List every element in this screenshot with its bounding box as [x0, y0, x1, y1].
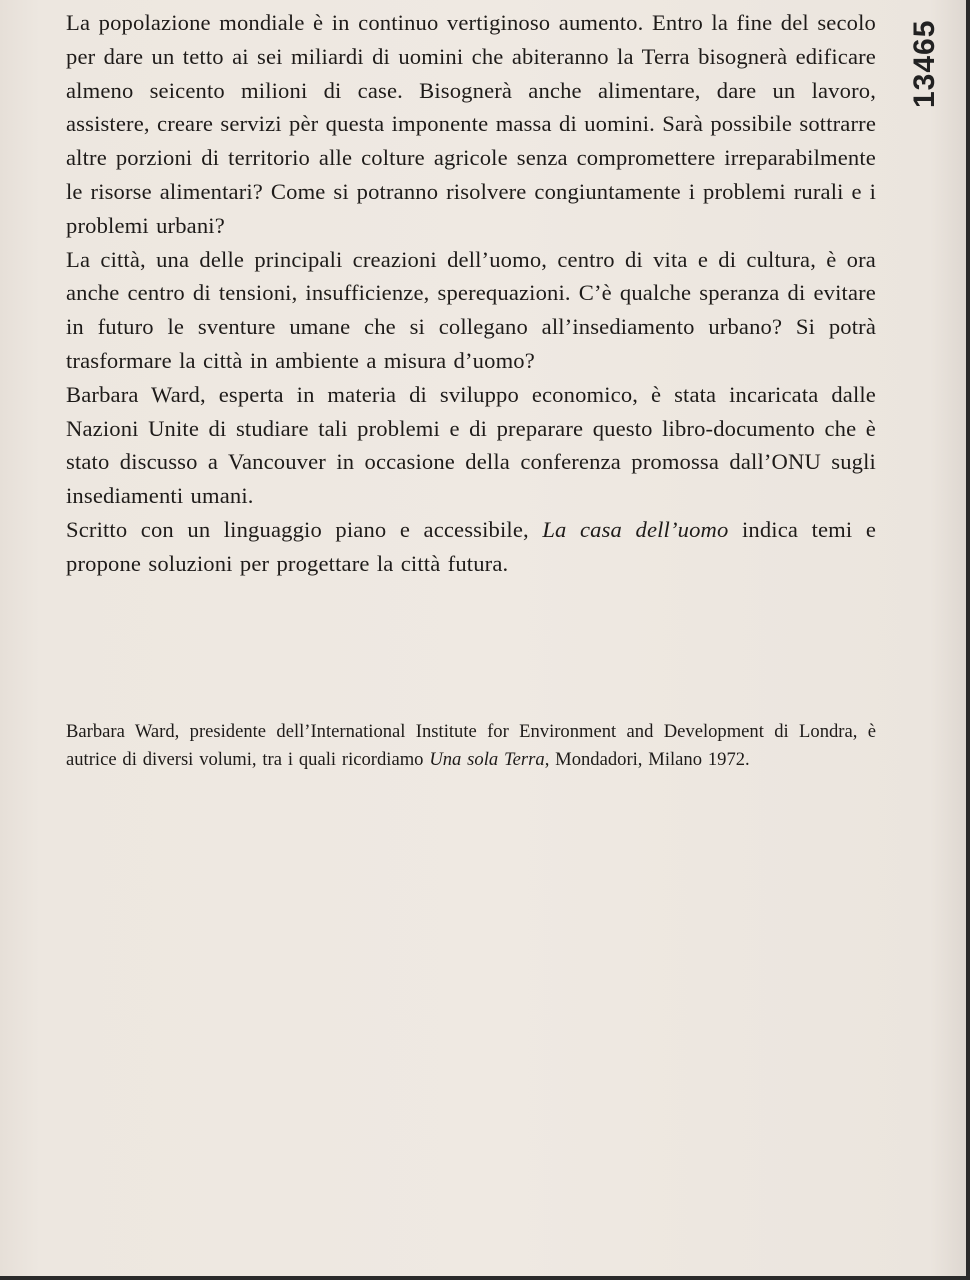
author-bio-publisher: , Mondadori, Milano 1972.: [544, 748, 750, 770]
inventory-number: 13465: [908, 19, 941, 108]
scan-edge-right: [966, 0, 970, 1280]
cover-blurb: [66, 6, 876, 581]
author-bio-paragraph: [66, 718, 876, 773]
blurb-paragraph-summary: [66, 513, 876, 581]
book-title: La casa dell’uomo: [542, 516, 729, 542]
blurb-paragraph-author-role: Barbara Ward, esperta in materia di sviluppo economico, è stata incaricata dalle Nazioni Unite di studiare tali problemi e di preparare questo libro-documento che è stato discusso a Vancouver in occasione della conferenza promossa dall’ONU sugli insediamenti umani.: [66, 381, 876, 509]
scan-edge-bottom: [0, 1276, 970, 1280]
blurb-paragraph-population: La popolazione mondiale è in continuo vertiginoso aumento. Entro la fine del secolo per dare un tetto ai sei miliardi di uomini che abiteranno la Terra bisognerà edificare almeno seicento milioni di case. Bisognerà anche alimentare, dare un lavoro, assistere, creare servizi pèr questa imponente massa di uomini. Sarà possibile sottrarre altre porzioni di territorio alle colture agricole senza compromettere irreparabilmente le risorse alimentari? Come si potranno risolvere congiuntamente i problemi rurali e i problemi urbani?: [66, 10, 876, 238]
blurb-paragraph-city: La città, una delle principali creazioni dell’uomo, centro di vita e di cultura, è ora anche centro di tensioni, insufficienze, sperequazioni. C’è qualche speranza di evitare in futuro le sventure umane che si collegano all’insediamento urbano? Si potrà trasformare la città in ambiente a misura d’uomo?: [66, 246, 876, 373]
summary-text-end: indica temi e propone soluzioni per progettare la città futura.: [66, 516, 877, 576]
author-bio: [66, 718, 876, 773]
previous-book-title: Una sola Terra: [429, 748, 545, 770]
author-bio-text: Barbara Ward, presidente dell’International Institute for Environment and Development di Londra, è autrice di diversi volumi, tra i quali ricordiamo: [66, 721, 876, 770]
summary-text-start: Scritto con un linguaggio piano e accessibile,: [66, 516, 543, 542]
